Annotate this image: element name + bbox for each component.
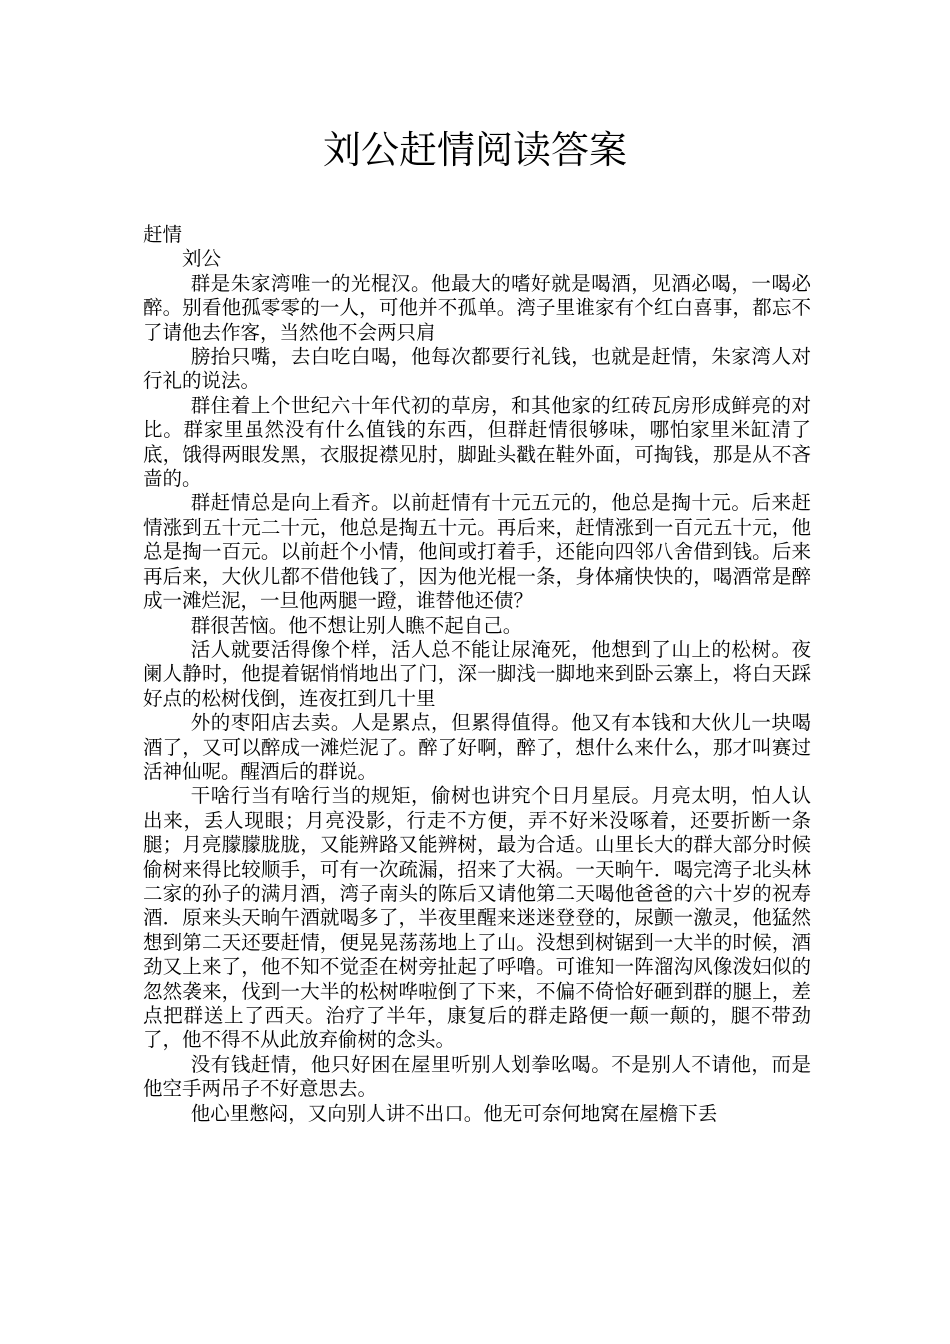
paragraph: 活人就要活得像个样，活人总不能让尿淹死，他想到了山上的松树。夜阑人静时，他提着锯悄悄地出了门，深一脚浅一脚地来到卧云寨上，将白天踩好点的松树伐倒，连夜扛到几十里 bbox=[143, 637, 811, 710]
paragraph: 他心里憋闷，又向别人讲不出口。他无可奈何地窝在屋檐下丢 bbox=[190, 1101, 718, 1125]
article-body bbox=[143, 223, 811, 1126]
paragraph: 膀抬只嘴，去白吃白喝，他每次都要行礼钱，也就是赶情，朱家湾人对行礼的说法。 bbox=[143, 345, 811, 393]
paragraph: 群是朱家湾唯一的光棍汉。他最大的嗜好就是喝酒，见酒必喝，一喝必醉。别看他孤零零的一人，可他并不孤单。湾子里谁家有个红白喜事，都忘不了请他去作客，当然他不会两只肩 bbox=[143, 271, 811, 344]
paragraph: 群很苦恼。他不想让别人瞧不起自己。 bbox=[190, 613, 523, 637]
article-heading: 赶情 bbox=[143, 223, 183, 246]
paragraph: 没有钱赶情，他只好困在屋里听别人划拳吆喝。不是别人不请他，而是他空手两吊子不好意思去。 bbox=[143, 1052, 811, 1101]
paragraph: 外的枣阳店去卖。人是累点，但累得值得。他又有本钱和大伙儿一块喝酒了，又可以醉成一滩烂泥了。醉了好啊，醉了，想什么来什么，那才叫赛过活神仙呢。醒酒后的群说。 bbox=[143, 711, 811, 783]
article-author: 刘公 bbox=[182, 247, 222, 271]
paragraph: 群赶情总是向上看齐。以前赶情有十元五元的，他总是掏十元。后来赶情涨到五十元二十元，他总是掏五十元。再后来，赶情涨到一百元五十元，他总是掏一百元。以前赶个小情，他间或打着手，还能向四邻八舍借到钱。后来再后来，大伙儿都不借他钱了，因为他光棍一条，身体痛快快的，喝酒常是醉成一滩烂泥，一旦他两腿一蹬，谁替他还债？ bbox=[143, 491, 811, 613]
document-title: 刘公赶情阅读答案 bbox=[322, 128, 627, 172]
paragraph: 干啥行当有啥行当的规矩，偷树也讲究个日月星辰。月亮太明，怕人认出来，丢人现眼；月亮没影，行走不方便，弄不好米没啄着，还要折断一条腿；月亮朦朦胧胧，又能辨路又能辨树，最为合适。山里长大的群大部分时候偷树来得比较顺手，可有一次疏漏，招来了大祸。一天晌午．喝完湾子北头林二家的孙子的满月酒，湾子南头的陈后又请他第二天喝他爸爸的六十岁的祝寿酒．原来头天晌午酒就喝多了，半夜里醒来迷迷登登的，尿颤一激灵，他猛然想到第二天还要赶情，便晃晃荡荡地上了山。没想到树锯到一大半的时候，酒劲又上来了，他不知不觉歪在树旁扯起了呼噜。可谁知一阵溜沟风像泼妇似的忽然袭来，伐到一大半的松树哗啦倒了下来，不偏不倚恰好砸到群的腿上，差点把群送上了西天。治疗了半年，康复后的群走路便一颠一颠的，腿不带劲了，他不得不从此放弃偷树的念头。 bbox=[143, 784, 811, 1052]
paragraph: 群住着上个世纪六十年代初的草房，和其他家的红砖瓦房形成鲜亮的对比。群家里虽然没有什么值钱的东西，但群赶情很够味，哪怕家里米缸清了底，饿得两眼发黑，衣服捉襟见肘，脚趾头戳在鞋外面，可掏钱，那是从不吝啬的。 bbox=[143, 393, 811, 491]
